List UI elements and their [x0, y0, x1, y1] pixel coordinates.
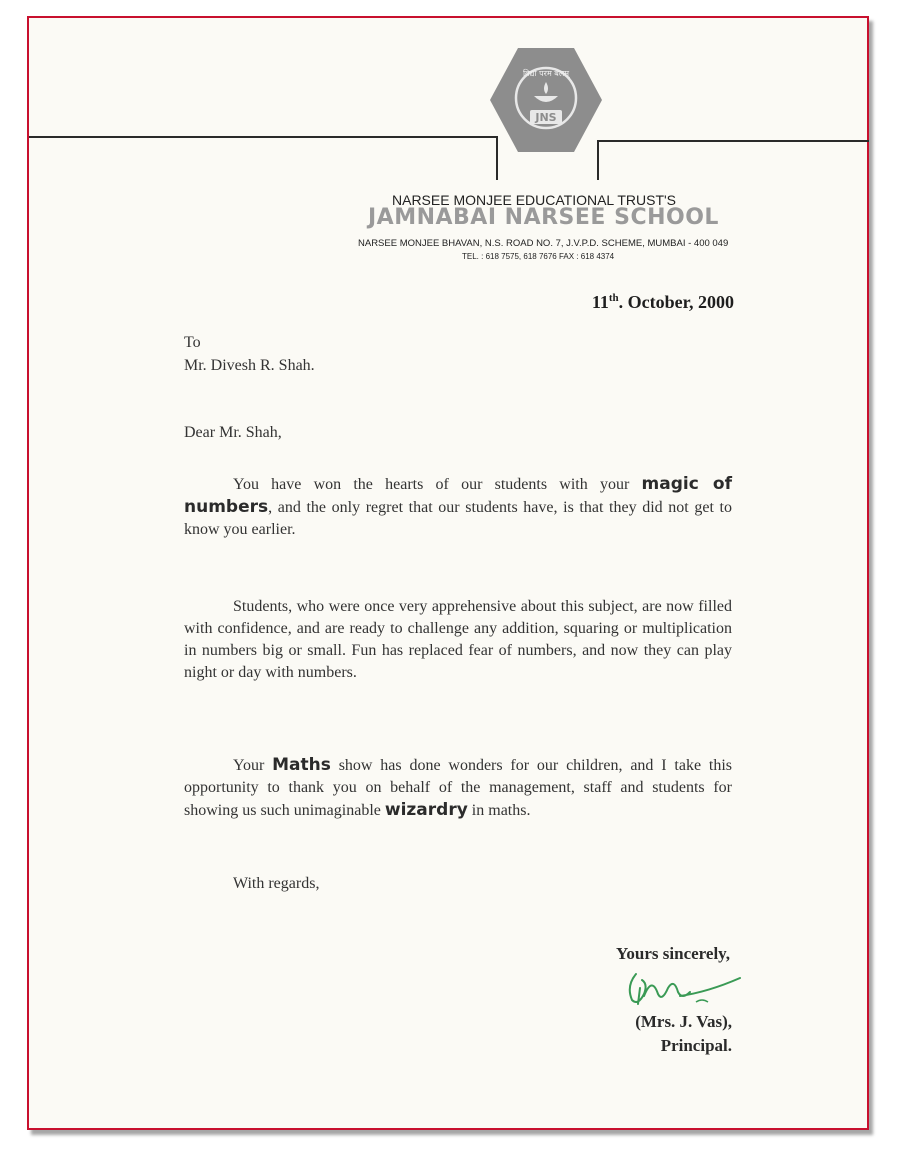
salutation: Dear Mr. Shah,	[184, 424, 282, 441]
closing-sincerely: Yours sincerely,	[616, 944, 730, 963]
closing-regards: With regards,	[233, 875, 320, 892]
recipient-name: Mr. Divesh R. Shah.	[184, 357, 315, 374]
signatory-name: (Mrs. J. Vas),	[635, 1012, 732, 1031]
header-rule-left	[29, 136, 497, 138]
logo-motto: विद्या परम बलम्	[522, 69, 570, 78]
signature	[618, 966, 748, 1016]
header-rule-right	[597, 140, 869, 142]
paragraph-2: Students, who were once very apprehensive about this subject, are now filled with confidence, and are ready to challenge any addition, squaring or multiplication in numbers big or small. Fun has replaced fear of numbers, and now they can play night or day with numbers.	[184, 598, 732, 681]
highlight-magic-of-numbers: magic of numbers	[184, 474, 732, 517]
school-name: JAMNABAI NARSEE SCHOOL	[368, 205, 719, 230]
school-phone: TEL. : 618 7575, 618 7676 FAX : 618 4374	[462, 252, 615, 261]
highlight-wizardry: wizardry	[384, 800, 468, 820]
logo-text: JNS	[535, 111, 557, 124]
paragraph-3: Your Maths show has done wonders for our children, and I take this opportunity to thank you on behalf of the management, staff and students for showing us such unimaginable wizardry in maths.	[184, 755, 732, 820]
school-logo	[490, 46, 602, 154]
signatory-title: Principal.	[660, 1036, 732, 1055]
letter-page	[27, 16, 869, 1130]
signatory	[635, 1010, 732, 1058]
letter-date: 11th. October, 2000	[591, 292, 734, 312]
school-address: NARSEE MONJEE BHAVAN, N.S. ROAD NO. 7, J.V.P.D. SCHEME, MUMBAI - 400 049	[358, 238, 729, 249]
recipient-to: To	[184, 334, 201, 351]
paragraph-1: You have won the hearts of our students with your magic of numbers, and the only regret that our students have, is that they did not get to know you earlier.	[184, 474, 732, 538]
highlight-maths: Maths	[272, 755, 331, 775]
